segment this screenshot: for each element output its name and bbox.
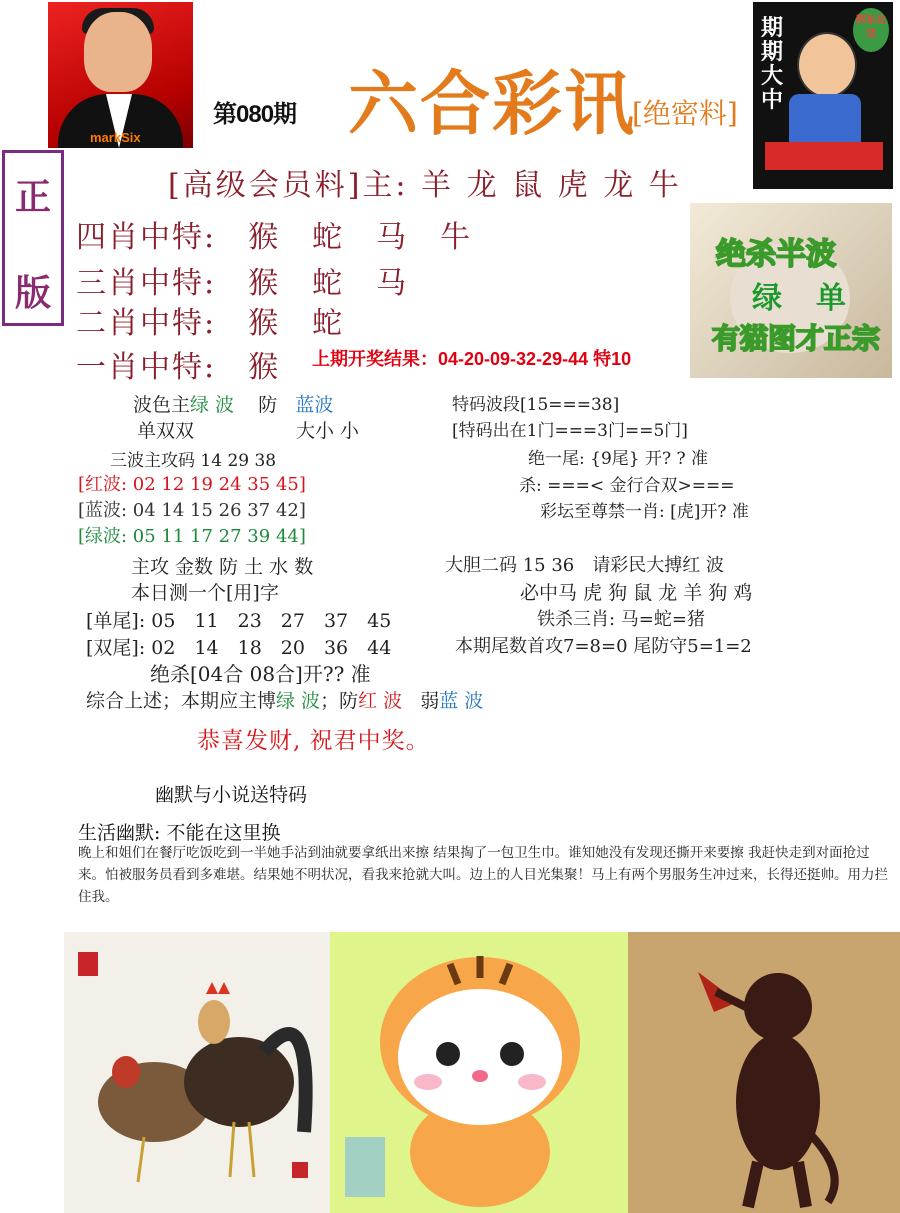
daily-word-line: 本日测一个[用]字 (131, 582, 279, 604)
summary-weak: 弱 (420, 690, 440, 712)
wave-color-guard: 防 (258, 394, 278, 416)
page-title: 六合彩讯 (348, 62, 636, 145)
authentic-badge (2, 150, 64, 326)
gate-line: [特码出在1门===3门==5门] (452, 421, 688, 441)
cat-image (690, 203, 892, 378)
summary-mid: ；防 (320, 690, 359, 712)
single-tail-line: [单尾]: 05 11 23 27 37 45 (86, 610, 392, 632)
badge-top: 正 (15, 176, 52, 218)
double-tail-line: [双尾]: 02 14 18 20 36 44 (86, 637, 392, 659)
cat-line-3: 有猫图才正宗 (712, 322, 881, 355)
page-subtitle: [绝密料] (632, 97, 738, 130)
one-zodiac-line: 一肖中特: 猴 (76, 350, 281, 385)
forum-line: 彩坛至尊禁一肖: [虎]开? 准 (540, 502, 749, 522)
segment-line: 特码波段[15===38] (452, 395, 620, 415)
wave-color-prefix: 波色主 (133, 394, 191, 416)
summary-green: 绿 波 (276, 690, 321, 712)
cat-line-2: 绿单 (752, 281, 880, 316)
portrait-brand: markSix (90, 130, 141, 145)
four-zodiac-line: 四肖中特: 猴 蛇 马 牛 (76, 220, 473, 255)
kill-element-line: 杀: ===< 金行合双>=== (519, 476, 735, 496)
member-line: [高级会员料]主: 羊 龙 鼠 虎 龙 牛 (168, 168, 682, 203)
blue-wave-line: [蓝波: 04 14 15 26 37 42] (78, 500, 306, 521)
wishes-line: 恭喜发财, 祝君中奖。 (197, 728, 430, 754)
summary-line (86, 686, 483, 713)
bold-two-line: 大胆二码 15 36 请彩民大搏红 波 (445, 555, 724, 576)
issue-number: 第080期 (213, 101, 297, 128)
three-wave-line: 三波主攻码 14 29 38 (110, 451, 277, 471)
cartoon-image (753, 2, 893, 189)
odd-even-line: 单双双 (137, 420, 195, 442)
humor-story: 晚上和姐们在餐厅吃饭吃到一半她手沾到油就要拿纸出来擦 结果掏了一包卫生巾。谁知她没有发现还撕开来要擦 我赶快走到对面抢过来。怕被服务员看到多难堪。结果她不明状况，看我来抢就大叫。边上的人目光集聚！马上有两个男服务生冲过来，长得还挺帅。用力拦住我。 (78, 845, 888, 905)
red-wave-line: [红波: 02 12 19 24 35 45] (78, 474, 306, 495)
summary-red: 红 波 (358, 690, 403, 712)
summary-prefix: 综合上述；本期应主博 (86, 690, 277, 712)
humor-heading: 幽默与小说送特码 (155, 784, 308, 806)
monkey-image (628, 932, 900, 1213)
tail-kill-line: 绝一尾: {9尾} 开? ? 准 (528, 449, 709, 469)
cartoon-text: 期期大中 (761, 15, 784, 113)
cartoon-bubble: 阿东北话 (853, 8, 889, 52)
rooster-image (64, 932, 330, 1213)
wave-color-line (133, 390, 333, 417)
green-wave-line: [绿波: 05 11 17 27 39 44] (78, 526, 306, 547)
big-small-line: 大小 小 (296, 420, 360, 442)
element-line: 主攻 金数 防 土 水 数 (131, 556, 314, 578)
last-draw-result: 上期开奖结果：04-20-09-32-29-44 特10 (312, 349, 632, 369)
host-portrait (48, 2, 193, 148)
kill-three-line: 铁杀三肖: 马=蛇=猪 (537, 609, 705, 630)
three-zodiac-line: 三肖中特: 猴 蛇 马 (76, 266, 409, 301)
must-hit-line: 必中马 虎 狗 鼠 龙 羊 狗 鸡 (520, 582, 753, 604)
tail-numbers-line: 本期尾数首攻7=8=0 尾防守5=1=2 (455, 636, 752, 657)
summary-blue: 蓝 波 (439, 690, 484, 712)
two-zodiac-line: 二肖中特: 猴 蛇 (76, 306, 345, 341)
wave-color-green: 绿 波 (190, 394, 235, 416)
kill-combo-line: 绝杀[04合 08合]开?? 准 (150, 662, 371, 686)
wave-color-blue: 蓝波 (295, 394, 334, 416)
badge-bottom: 版 (15, 272, 52, 314)
tiger-image (330, 932, 628, 1213)
life-humor-heading: 生活幽默: 不能在这里换 (78, 822, 281, 844)
cat-line-1: 绝杀半波 (716, 237, 836, 272)
